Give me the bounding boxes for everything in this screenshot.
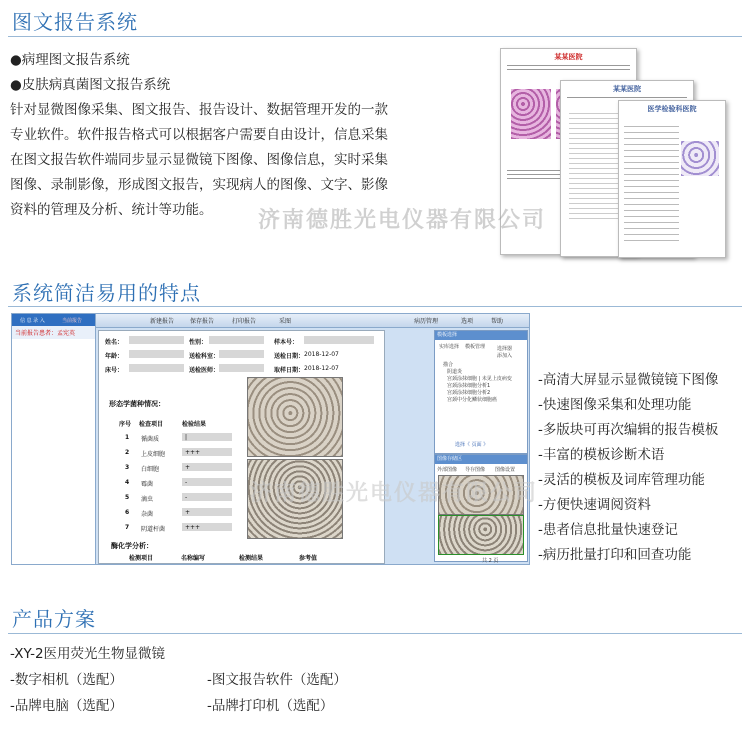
feature-item: -快速图像采集和处理功能 — [538, 397, 692, 413]
cell-image — [681, 141, 719, 176]
row-number: 2 — [125, 449, 130, 456]
report-sample-3 — [618, 100, 726, 258]
current-patient: 当前报告患者：孟宪英 — [12, 326, 95, 339]
page-count: 共 2 页 — [482, 558, 499, 564]
table-header: 检测项目 — [129, 555, 154, 562]
description-line: 针对显微图像采集、图文报告、报告设计、数据管理开发的一款 — [10, 102, 388, 118]
watermark: 济南德胜光电仪器有限公司 — [258, 208, 547, 233]
product-item: -品牌打印机（选配） — [207, 698, 334, 714]
microscope-image-1[interactable] — [247, 377, 343, 457]
description-line: 专业软件。软件报告格式可以根据客户需要自由设计，信息采集 — [10, 127, 388, 143]
product-item: -图文报告软件（选配） — [207, 672, 347, 688]
image-panel — [434, 454, 528, 562]
bullet-dermatology: ●皮肤病真菌图文报告系统 — [10, 77, 171, 93]
template-check[interactable]: 选择器 — [497, 346, 513, 352]
save-report-button[interactable]: 保存报告 — [190, 318, 215, 325]
row-result: - — [185, 494, 188, 501]
template-check[interactable]: 添加入 — [497, 353, 513, 359]
description-line: 资料的管理及分析、统计等功能。 — [10, 202, 213, 218]
image-tab[interactable]: 外部图像 — [437, 467, 458, 473]
doctor-field[interactable] — [219, 364, 264, 372]
divider — [8, 306, 742, 307]
field-label: 送检科室： — [189, 353, 220, 360]
report-table — [624, 121, 679, 246]
row-item: 白细胞 — [141, 466, 160, 473]
field-label: 取样日期： — [274, 367, 305, 374]
enzyme-label: 酶化学分析： — [111, 542, 153, 550]
divider — [8, 633, 742, 634]
row-result: +++ — [185, 449, 201, 456]
field-label: 床号： — [105, 367, 124, 374]
sample-date-value[interactable]: 2018-12-07 — [304, 365, 339, 372]
section-label: 形态学菌种情况： — [109, 400, 165, 408]
template-item[interactable]: 宫颈涂抹细胞分析2 — [447, 390, 491, 396]
template-item[interactable]: 阴道炎 — [447, 369, 463, 375]
feature-item: -患者信息批量快速登记 — [538, 522, 678, 538]
new-report-button[interactable]: 新建报告 — [150, 318, 175, 325]
row-item: 滴虫 — [141, 496, 154, 503]
feature-item: -高清大屏显示显微镜镜下图像 — [538, 372, 719, 388]
result-field[interactable] — [182, 478, 232, 486]
feature-item: -丰富的模板诊断术语 — [538, 447, 665, 463]
stored-image-2[interactable] — [438, 515, 524, 555]
row-number: 6 — [125, 509, 130, 516]
department-field[interactable] — [219, 350, 264, 358]
template-panel — [434, 330, 528, 454]
section-title-system: 图文报告系统 — [12, 10, 138, 34]
table-header: 序号 — [119, 421, 132, 428]
template-select-link[interactable]: 选择《 页面 》 — [455, 442, 489, 448]
tab-info-entry[interactable]: 信 息 录 入 — [20, 318, 45, 324]
table-header: 检测结果 — [239, 555, 264, 562]
field-label: 送检日期： — [274, 353, 305, 360]
gender-field[interactable] — [209, 336, 264, 344]
bed-field[interactable] — [129, 364, 184, 372]
software-screenshot — [11, 313, 530, 565]
field-label: 性别： — [189, 339, 208, 346]
row-result: + — [185, 509, 191, 516]
sidebar — [12, 314, 96, 564]
template-item[interactable]: 宫颈涂抹细胞分析1 — [447, 383, 491, 389]
result-field[interactable] — [182, 493, 232, 501]
watermark: 济南德胜光电仪器有限公司 — [250, 481, 539, 506]
template-panel-title: 模板选择 — [435, 331, 527, 340]
name-field[interactable] — [129, 336, 184, 344]
field-label: 送检医师： — [189, 367, 220, 374]
age-field[interactable] — [129, 350, 184, 358]
pathology-image — [511, 89, 551, 139]
row-item: 霉菌 — [141, 481, 154, 488]
description-line: 图像、录制影像，形成图文报告，实现病人的图像、文字、影像 — [10, 177, 388, 193]
row-item: 循菌质 — [141, 436, 160, 443]
hospital-name: 某某医院 — [613, 85, 641, 93]
row-result: +++ — [185, 524, 201, 531]
template-item[interactable]: 宫颈涂抹细胞 | 未见上皮病变 — [447, 376, 512, 382]
description-line: 在图文报告软件端同步显示显微镜下图像、图像信息，实时采集 — [10, 152, 388, 168]
help-button[interactable]: 帮助 — [491, 318, 504, 325]
product-item: -数字相机（选配） — [10, 672, 123, 688]
divider — [8, 36, 742, 37]
result-field[interactable] — [182, 433, 232, 441]
capture-button[interactable]: 采图 — [279, 318, 292, 325]
options-button[interactable]: 选项 — [461, 318, 474, 325]
row-number: 7 — [125, 524, 130, 531]
image-tab[interactable]: 导存图像 — [465, 467, 486, 473]
template-item[interactable]: 宫颈中分化鳞状细胞癌 — [447, 397, 498, 403]
field-label: 样本号： — [274, 339, 299, 346]
report-form — [98, 330, 385, 564]
image-panel-title: 图像存储区 — [435, 455, 527, 464]
feature-item: -方便快速调阅资料 — [538, 497, 651, 513]
image-tab[interactable]: 图像设置 — [495, 467, 516, 473]
product-item: -品牌电脑（选配） — [10, 698, 123, 714]
table-header: 检查项目 — [139, 421, 164, 428]
feature-item: -病历批量打印和回查功能 — [538, 547, 692, 563]
bullet-pathology: ●病理图文报告系统 — [10, 52, 130, 68]
table-header: 名称编写 — [181, 555, 206, 562]
section-title-product: 产品方案 — [12, 607, 96, 631]
submit-date-value[interactable]: 2018-12-07 — [304, 351, 339, 358]
template-item[interactable]: 描合 — [443, 362, 454, 368]
template-tab[interactable]: 模板管理 — [465, 344, 486, 350]
row-number: 4 — [125, 479, 130, 486]
row-number: 3 — [125, 464, 130, 471]
row-number: 1 — [125, 434, 130, 441]
row-result: + — [185, 464, 191, 471]
side-tabbar — [12, 314, 95, 326]
field-label: 姓名： — [105, 339, 124, 346]
row-item: 上皮细胞 — [141, 451, 166, 458]
row-number: 5 — [125, 494, 130, 501]
hospital-name: 某某医院 — [554, 53, 583, 61]
row-result: - — [185, 479, 188, 486]
table-header: 参考值 — [299, 555, 318, 562]
feature-item: -多版块可再次编辑的报告模板 — [538, 422, 719, 438]
feature-item: -灵活的模板及词库管理功能 — [538, 472, 705, 488]
table-header: 检验结果 — [182, 421, 207, 428]
row-result: | — [185, 434, 188, 441]
tab-current-report[interactable]: 当前报告 — [62, 318, 83, 324]
product-item: -XY-2医用荧光生物显微镜 — [10, 646, 166, 662]
print-report-button[interactable]: 打印报告 — [232, 318, 257, 325]
template-tab[interactable]: 实库选择 — [439, 344, 460, 350]
sample-number-field[interactable] — [304, 336, 374, 344]
toolbar — [96, 314, 529, 328]
row-item: 杂菌 — [141, 511, 154, 518]
records-button[interactable]: 病历管理 — [414, 318, 439, 325]
hospital-name: 医学检验科医院 — [647, 105, 697, 113]
field-label: 年龄： — [105, 353, 124, 360]
row-item: 阴道杆菌 — [141, 526, 166, 533]
section-title-features: 系统简洁易用的特点 — [12, 281, 201, 305]
